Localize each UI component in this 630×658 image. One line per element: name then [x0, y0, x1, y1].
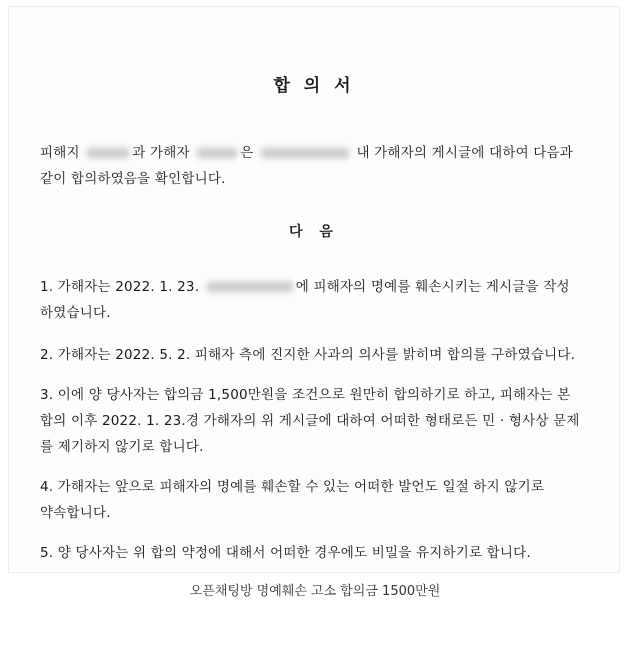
redacted-chatroom-name	[206, 281, 294, 293]
intro-text-3: 은	[240, 145, 254, 161]
item-1-text-a: 1. 가해자는 2022. 1. 23.	[40, 279, 200, 295]
intro-text-2: 과 가해자	[132, 145, 190, 161]
intro-text-4: 내 가해자의 게시글에 대하여 다음과	[356, 145, 574, 161]
item-1-line-1	[40, 275, 570, 295]
item-2: 2. 가해자는 2022. 5. 2. 피해자 측에 진지한 사과의 의사를 밝히며 합의를 구하였습니다.	[40, 347, 576, 363]
agreement-document	[8, 6, 620, 573]
document-title: 합 의 서	[273, 76, 355, 96]
item-3-line-3: 를 제기하지 않기로 합니다.	[40, 439, 204, 455]
item-4-line-2: 약속합니다.	[40, 505, 111, 521]
item-3-line-2: 합의 이후 2022. 1. 23.경 가해자의 위 게시글에 대하여 어떠한 형태로든 민 · 형사상 문제	[40, 413, 580, 429]
section-heading: 다 음	[289, 224, 339, 240]
item-5: 5. 양 당사자는 위 합의 약정에 대해서 어떠한 경우에도 비밀을 유지하기로 합니다.	[40, 545, 531, 561]
item-1-text-b: 에 피해자의 명예를 훼손시키는 게시글을 작성	[295, 279, 570, 295]
item-4-line-1: 4. 가해자는 앞으로 피해자의 명예를 훼손할 수 있는 어떠한 발언도 일절 하지 않기로	[40, 479, 545, 495]
intro-text-1: 피해지	[40, 145, 80, 161]
item-3-line-1: 3. 이에 양 당사자는 합의금 1,500만원을 조건으로 원만히 합의하기로 하고, 피해자는 본	[40, 387, 571, 403]
redacted-offender-name	[196, 147, 238, 159]
redacted-victim-name	[86, 147, 130, 159]
image-caption: 오픈채팅방 명예훼손 고소 합의금 1500만원	[189, 584, 441, 599]
item-1-line-2: 하였습니다.	[40, 305, 111, 321]
intro-line-1	[40, 141, 573, 161]
intro-line-2: 같이 합의하였음을 확인합니다.	[40, 171, 226, 187]
redacted-chatroom-name	[260, 147, 350, 159]
